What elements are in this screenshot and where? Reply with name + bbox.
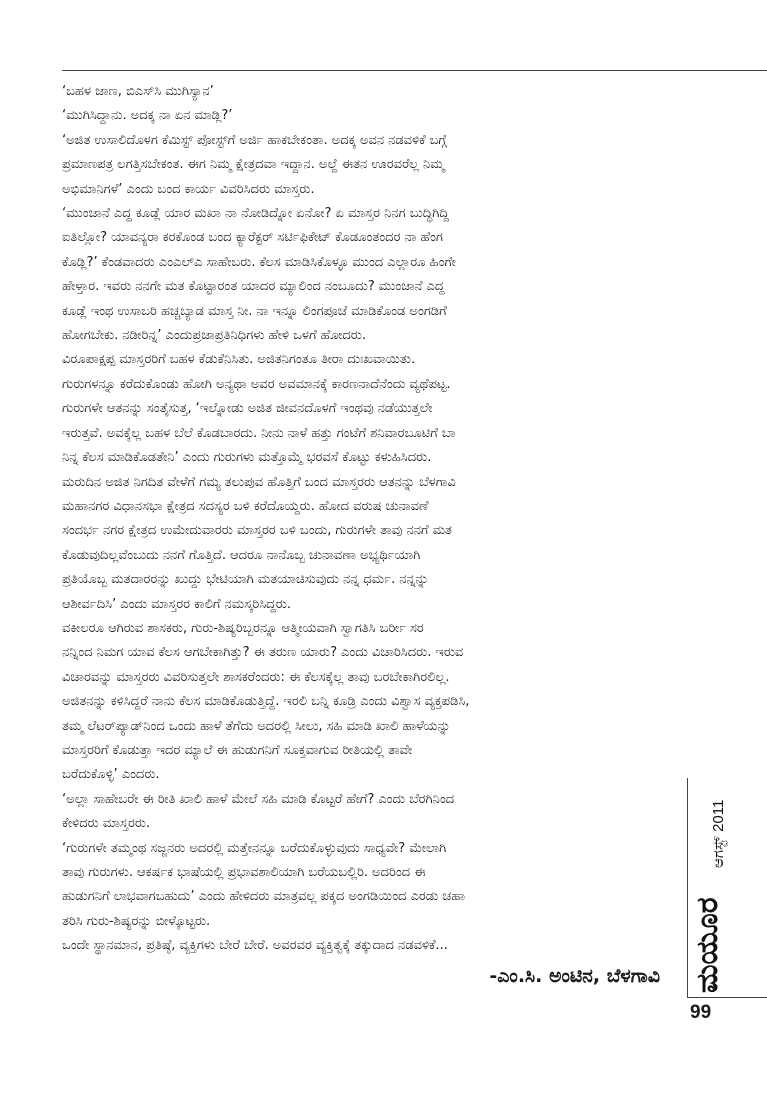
text-line: ತಮ್ಮ ಲೆಟರ್‌ಪ್ಯಾಡ್‌ನಿಂದ ಒಂದು ಹಾಳೆ ತೆಗೆದು ಅದರಲ್ಲಿ ಸೀಲು, ಸಹಿ ಮಾಡಿ ಖಾಲಿ ಹಾಳೆಯನ್ನು [62, 718, 451, 734]
text-line: ಗುರುಗಳನ್ನೂ ಕರೆದುಕೊಂಡು ಹೋಗಿ ಅನ್ಯಥಾ ಅವರ ಅವಮಾನಕ್ಕೆ ಕಾರಣನಾದೆನೆಂದು ವ್ಯಥೆಪಟ್ಟ. [62, 376, 451, 392]
article-paragraph [62, 104, 662, 128]
top-rule [62, 70, 767, 71]
article-paragraph [62, 129, 662, 202]
text-line: ಬರೆದುಕೊಳ್ಳಿ’ ಎಂದರು. [62, 767, 160, 783]
text-line: ‘ಅಜಿತ ಉಸಾಲಿದೊಳಗ ಕೆಮಿಸ್ಟ್ ಪೋಸ್ಟ್‌ಗೆ ಅರ್ಜಿ ಹಾಕಬೇಕಂತಾ. ಅದಕ್ಕ ಅವನ ನಡವಳಿಕೆ ಬಗ್ಗೆ [62, 132, 447, 148]
side-divider [687, 778, 688, 998]
text-line: ಐತಿಲ್ಲೋ? ಯಾವನ್ಯರಾ ಕರಕೊಂಡ ಬಂದ ಕ್ಯಾರೆಕ್ಟರ್ ಸರ್ಟಿಫಿಕೇಟ್ ಕೊಡೂಂತಂದರ ನಾ ಹೆಂಗ [62, 230, 443, 246]
text-line: ಕೊಡ್ಲಿ?’ ಕೆಂಡವಾದರು ಎಂಎಲ್‌ಎ ಸಾಹೇಬರು. ಕೆಲಸ ಮಾಡಿಸಿಕೊಳ್ಳೂ ಮುಂದ ಎಲ್ಲಾರೂ ಹಿಂಗೇ [62, 254, 456, 270]
text-line: ಹೋಗಬೇಕು. ನಡೀರಿನ್ನ’ ಎಂದುಪ್ರಜಾಪ್ರತಿನಿಧಿಗಳು ಹೇಳಿ ಒಳಗೆ ಹೋದರು. [62, 328, 366, 344]
text-line: ಒಂದೇ ಸ್ಥಾನಮಾನ, ಪ್ರತಿಷ್ಠೆ, ವ್ಯಕ್ತಿಗಳು ಬೇರೆ ಬೇರೆ. ಅವರವರ ವ್ಯಕ್ತಿತ್ವಕ್ಕೆ ತಕ್ಕುದಾದ ನಡವಳಿಕೆ... [62, 938, 448, 954]
article-paragraph [62, 934, 662, 958]
text-line: ಮಹಾನಗರ ವಿಧಾನಸಭಾ ಕ್ಷೇತ್ರದ ಸದಸ್ಯರ ಬಳಿ ಕರೆದೊಯ್ದರು. ಹೋದ ವರುಷ ಚುನಾವಣೆ [62, 498, 429, 514]
article-paragraph [62, 788, 662, 837]
text-line: ‘ಅಲ್ಲಾ ಸಾಹೇಬರೇ ಈ ರೀತಿ ಖಾಲಿ ಹಾಳೆ ಮೇಲೆ ಸಹಿ ಮಾಡಿ ಕೊಟ್ಟರೆ ಹೇಗೆ? ಎಂದು ಬೆರಗಿನಿಂದ [62, 791, 455, 807]
article-paragraph [62, 202, 662, 348]
text-line: ಮಾಸ್ತರರಿಗೆ ಕೊಡುತ್ತಾ ಇದರ ಮ್ಯಾಲೆ ಈ ಹುಡುಗನಿಗೆ ಸೂಕ್ತವಾಗುವ ರೀತಿಯಲ್ಲಿ ತಾವೇ [62, 742, 413, 758]
text-line: ಇರುತ್ತವೆ. ಅವಕ್ಕೆಲ್ಲ ಬಹಳ ಬೆಲೆ ಕೊಡಬಾರದು. ನೀನು ನಾಳೆ ಹತ್ತು ಗಂಟೆಗೆ ಶನಿವಾರಬೂಟಿಗೆ ಬಾ [62, 425, 456, 441]
text-line: ‘ಮುಗಿಸಿದ್ದಾನು. ಅದಕ್ಕ ನಾ ಏನ ಮಾಡ್ಲಿ?’ [62, 108, 233, 124]
text-line: ಪ್ರತಿಯೊಬ್ಬ ಮತದಾರರನ್ನು ಖುದ್ದು ಭೇಟಿಯಾಗಿ ಮತಯಾಚಿಸುವುದು ನನ್ನ ಧರ್ಮ. ನನ್ನನ್ನು [62, 572, 429, 588]
article-paragraph [62, 837, 662, 935]
footer-rule [687, 997, 767, 998]
article-paragraph [62, 80, 662, 104]
text-line: ತಾವು ಗುರುಗಳು. ಆಕರ್ಷಕ ಭಾಷೆಯಲ್ಲಿ ಪ್ರಭಾವಶಾಲಿಯಾಗಿ ಬರೆಯಬಲ್ಲಿರಿ. ಅದರಿಂದ ಈ [62, 865, 426, 880]
text-line: ಸಂದರ್ಭ ನಗರ ಕ್ಷೇತ್ರದ ಉಮೇದುವಾರರು ಮಾಸ್ತರರ ಬಳಿ ಬಂದು, ಗುರುಗಳೇ ತಾವು ನನಗೆ ಮತ [62, 523, 452, 539]
magazine-sidebar [690, 773, 726, 993]
text-line: ಅಭಿಮಾನಿಗಳೆ’ ಎಂದು ಬಂದ ಕಾರ್ಯ ವಿವರಿಸಿದರು ಮಾಸ್ತರು. [62, 181, 315, 197]
text-line: ‘ಮುಂಜಾನೆ ಎದ್ದ ಕೂಡ್ಲೆ ಯಾರ ಮಖಾ ನಾ ನೋಡಿದ್ನೋ ಏನೋ? ಏ ಮಾಸ್ತರ ನಿನಗ ಬುದ್ಧಿಗಿದ್ದಿ [62, 206, 449, 222]
text-line: ಕೂಡ್ಲೆ ಇಂಥ ಉಸಾಬರಿ ಹಚ್ಚಬ್ಯಾಡ ಮಾಸ್ತ ನೀ. ನಾ ಇನ್ನೂ ಲಿಂಗಪೂಜೆ ಮಾಡಿಕೊಂಡ ಅಂಗಡಿಗೆ [62, 303, 447, 319]
author-signature: -ಎಂ.ಸಿ. ಅಂಟಿನ, ಬೆಳಗಾವಿ [489, 965, 660, 987]
article-paragraph [62, 348, 662, 470]
magazine-name: ಮಯೂರ [690, 897, 725, 993]
article-paragraph [62, 471, 662, 617]
text-line: ಕೊಡುವುದಿಲ್ಲವೆಂಬುದು ನನಗೆ ಗೊತ್ತಿದೆ. ಆದರೂ ನಾನೊಬ್ಬ ಚುನಾವಣಾ ಅಭ್ಯರ್ಥಿಯಾಗಿ [62, 547, 421, 563]
text-line: ‘ಬಹಳ ಜಾಣ, ಬಿಎಸ್‌ಸಿ ಮುಗಿಸ್ಯಾನ’ [62, 84, 214, 99]
text-line: ತರಿಸಿ ಗುರು-ಶಿಷ್ಯರನ್ನು ಬೀಳ್ಕೊಟ್ಟರು. [62, 913, 211, 929]
text-line: ವಿರೂಪಾಕ್ಷಪ್ಪ ಮಾಸ್ತರರಿಗೆ ಬಹಳ ಕೆಡುಕೆನಿಸಿತು. ಅಜಿತನಿಗಂತೂ ತೀರಾ ದುಃಖವಾಯಿತು. [62, 352, 416, 368]
article-body [62, 80, 662, 959]
text-line: ನಿನ್ನ ಕೆಲಸ ಮಾಡಿಕೊಡತೇನಿ’ ಎಂದು ಗುರುಗಳು ಮತ್ತೊಮ್ಮೆ ಭರವಸೆ ಕೊಟ್ಟು ಕಳುಹಿಸಿದರು. [62, 450, 432, 466]
text-line: ಅಜಿತನನ್ನು ಕಳಿಸಿದ್ದರೆ ನಾನು ಕೆಲಸ ಮಾಡಿಕೊಡುತ್ತಿದ್ದೆ. ಇರಲಿ ಬನ್ನಿ ಕೂಡ್ರಿ ಎಂದು ವಿಶ್ವಾಸ ವ್ಯಕ್ತಪಡಿಸಿ, [62, 694, 470, 710]
text-line: ಕೇಳಿದರು ಮಾಸ್ತರರು. [62, 816, 150, 832]
text-line: ‘ಗುರುಗಳೇ ತಮ್ಮಂಥ ಸಜ್ಜನರು ಅದರಲ್ಲಿ ಮತ್ತೇನನ್ನೂ ಬರೆದುಕೊಳ್ಳುವುದು ಸಾಧ್ಯವೇ? ಮೇಲಾಗಿ [62, 840, 447, 856]
article-paragraph [62, 617, 662, 788]
text-line: ಪ್ರಮಾಣಪತ್ರ ಲಗತ್ತಿಸಬೇಕಂತ. ಈಗ ನಿಮ್ಮ ಕ್ಷೇತ್ರದವಾ ಇದ್ದಾನ. ಅಲ್ದೆ ಈತನ ಊರವರೆಲ್ಲ ನಿಮ್ಮ [62, 157, 445, 173]
text-line: ಹುಡುಗನಿಗೆ ಲಾಭವಾಗಬಹುದು’ ಎಂದು ಹೇಳಿದರು ಮಾತ್ರವಲ್ಲ ಪಕ್ಕದ ಅಂಗಡಿಯಿಂದ ಎರಡು ಚಹಾ [62, 889, 465, 905]
issue-date: ಆಗಸ್ಟ್ 2011 [710, 799, 727, 868]
text-line: ಆಶೀರ್ವದಿಸಿ’ ಎಂದು ಮಾಸ್ತರರ ಕಾಲಿಗೆ ನಮಸ್ಕರಿಸಿದ್ದರು. [62, 596, 291, 612]
text-line: ವಕೀಲರೂ ಆಗಿರುವ ಶಾಸಕರು, ಗುರು-ಶಿಷ್ಯರಿಬ್ಬರನ್ನೂ ಆತ್ಮೀಯವಾಗಿ ಸ್ವಾಗತಿಸಿ ಬರ್ರೀ ಸರ [62, 620, 424, 636]
text-line: ನನ್ನಿಂದ ನಿಮಗ ಯಾವ ಕೆಲಸ ಆಗಬೇಕಾಗಿತ್ತು? ಈ ತರುಣ ಯಾರು? ಎಂದು ವಿಚಾರಿಸಿದರು. ಇರುವ [62, 645, 464, 661]
text-line: ವಿಚಾರವನ್ನು ಮಾಸ್ತರರು ವಿವರಿಸುತ್ತಲೇ ಶಾಸಕರೆಂದರು: ಈ ಕೆಲಸಕ್ಕೆಲ್ಲ ತಾವು ಬರಬೇಕಾಗಿರಲಿಲ್ಲ. [62, 669, 450, 685]
text-line: ಹೇಳ್ತಾರ. ಇವರು ನನಗೇ ಮತ ಕೊಟ್ಟಾರಂತ ಯಾದರ ಮ್ಯಾಲಿಂದ ನಂಬೂದು? ಮುಂಜಾನೆ ಎದ್ದ [62, 279, 445, 295]
text-line: ಮರುದಿನ ಅಜಿತ ನಿಗದಿತ ವೇಳೆಗೆ ಗಮ್ಯ ತಲುಪುವ ಹೊತ್ತಿಗೆ ಬಂದ ಮಾಸ್ತರರು ಆತನನ್ನು ಬೆಳಗಾವಿ [62, 474, 456, 490]
page-number: 99 [690, 1002, 712, 1023]
text-line: ಗುರುಗಳೇ ಆತನನ್ನು ಸಂತೈಸುತ್ತ, ‘ಇಲ್ನೋಡು ಅಜಿತ ಜೀವನದೊಳಗೆ ಇಂಥವು ನಡೆಯುತ್ತಲೇ [62, 401, 433, 417]
